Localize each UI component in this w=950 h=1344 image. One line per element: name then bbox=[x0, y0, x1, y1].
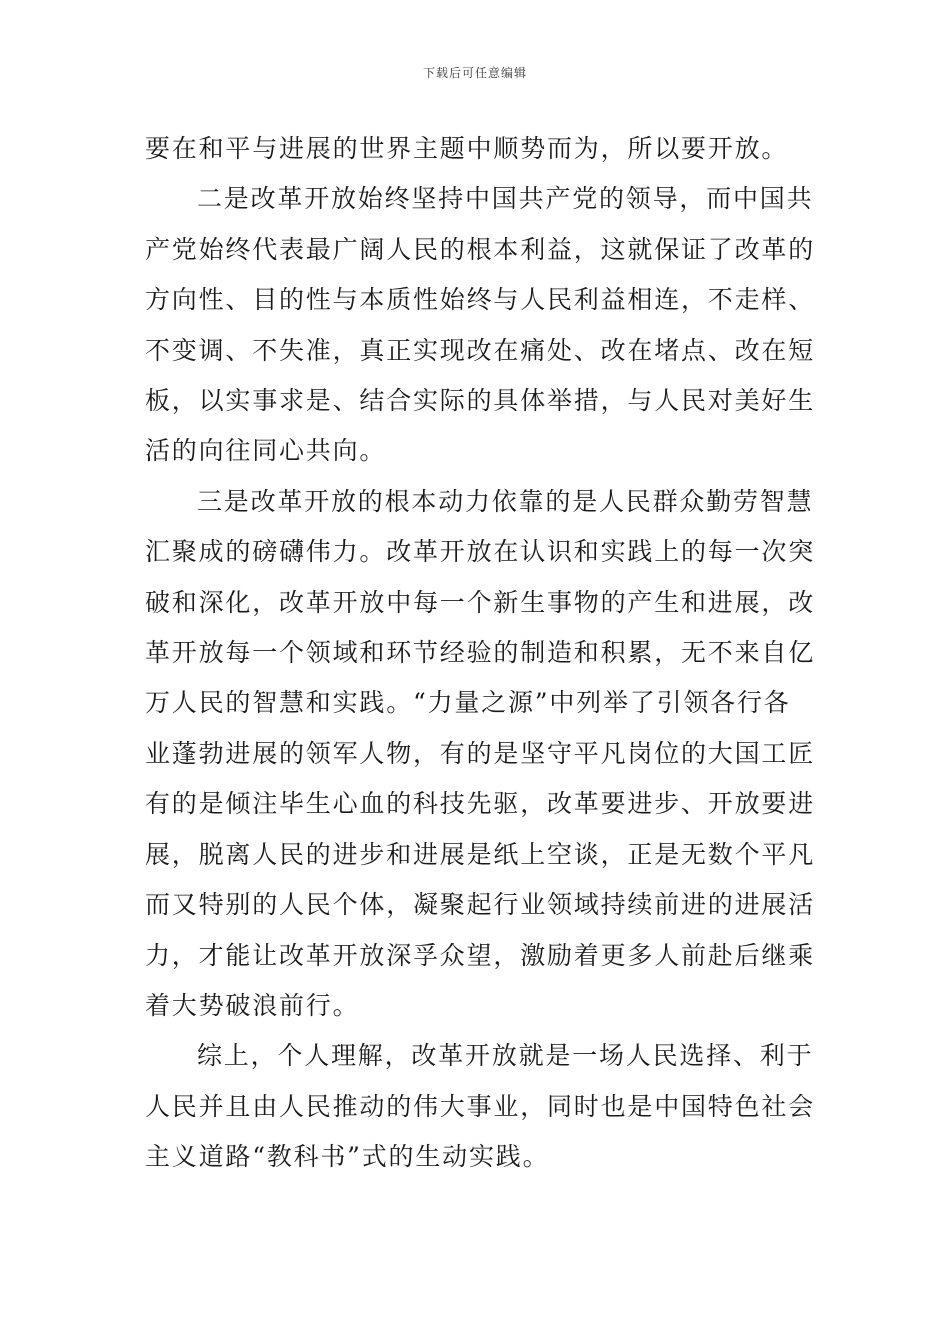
text-line: 人民并且由人民推动的伟大事业，同时也是中国特色社会 bbox=[145, 1091, 816, 1121]
text-line: 而又特别的人民个体，凝聚起行业领域持续前进的进展活 bbox=[145, 890, 816, 920]
text-line: 二是改革开放始终坚持中国共产党的领导，而中国共 bbox=[197, 184, 814, 214]
text-line: 方向性、目的性与本质性始终与人民利益相连，不走样、 bbox=[145, 285, 816, 315]
text-line: 综上，个人理解，改革开放就是一场人民选择、利于 bbox=[197, 1041, 814, 1071]
text-line: 有的是倾注毕生心血的科技先驱，改革要进步、开放要进 bbox=[145, 789, 816, 819]
text-line: 不变调、不失准，真正实现改在痛处、改在堵点、改在短 bbox=[145, 335, 816, 365]
text-line: 活的向往同心共向。 bbox=[145, 436, 387, 466]
header-note: 下载后可任意编辑 bbox=[422, 66, 527, 80]
text-line: 万人民的智慧和实践。“力量之源”中列举了引领各行各 bbox=[145, 688, 791, 718]
text-line: 汇聚成的磅礴伟力。改革开放在认识和实践上的每一次突 bbox=[145, 537, 816, 567]
text-line: 板，以实事求是、结合实际的具体举措，与人民对美好生 bbox=[145, 386, 816, 416]
body-text bbox=[145, 124, 815, 1183]
text-line: 业蓬勃进展的领军人物，有的是坚守平凡岗位的大国工匠 bbox=[145, 738, 816, 768]
text-line: 力，才能让改革开放深孚众望，激励着更多人前赴后继乘 bbox=[145, 940, 816, 970]
text-line: 着大势破浪前行。 bbox=[145, 990, 360, 1020]
text-line: 革开放每一个领域和环节经验的制造和积累，无不来自亿 bbox=[145, 638, 816, 668]
text-line: 要在和平与进展的世界主题中顺势而为，所以要开放。 bbox=[145, 134, 789, 163]
text-line: 展，脱离人民的进步和进展是纸上空谈，正是无数个平凡 bbox=[145, 839, 816, 869]
text-line: 主义道路“教科书”式的生动实践。 bbox=[145, 1142, 550, 1172]
text-line: 破和深化，改革开放中每一个新生事物的产生和进展，改 bbox=[145, 587, 816, 617]
text-line: 产党始终代表最广阔人民的根本利益，这就保证了改革的 bbox=[145, 234, 816, 264]
text-line: 三是改革开放的根本动力依靠的是人民群众勤劳智慧 bbox=[197, 486, 814, 516]
